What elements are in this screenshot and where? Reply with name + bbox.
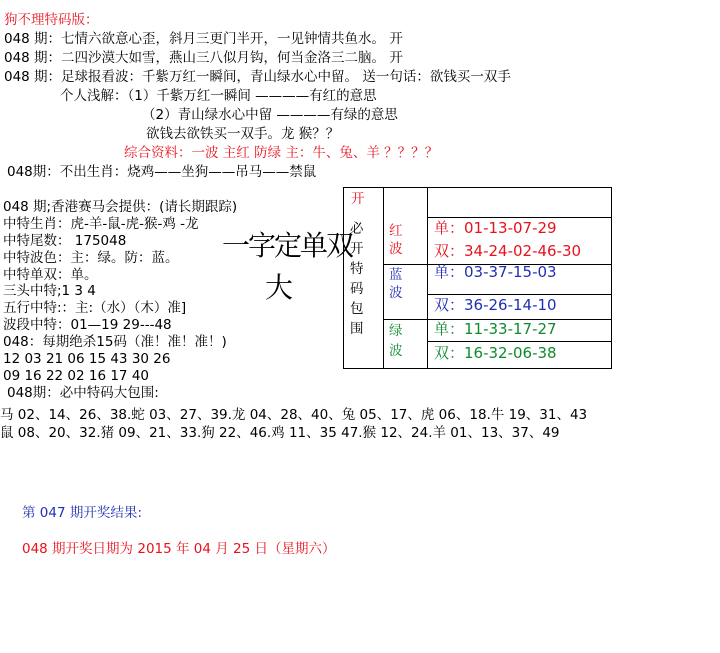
kill-numbers-2: 09 16 22 02 16 17 40	[3, 367, 149, 384]
red-single-numbers: 单：01-13-07-29	[434, 219, 557, 237]
kill-numbers-1: 12 03 21 06 15 43 30 26	[3, 351, 171, 368]
top-text-block	[4, 14, 511, 185]
interpretation-line-1: 个人浅解：（1）千紫万红一瞬间 ————有红的意思	[60, 88, 377, 104]
surround-title: 048期：必中特码大包围:	[7, 384, 159, 401]
red-double-numbers: 双：34-24-02-46-30	[434, 242, 582, 260]
green-double-numbers: 双：16-32-06-38	[434, 344, 557, 362]
poem-line-3: 048 期：足球报看波：千紫万红一瞬间，青山绿水心中留。 送一句话：欲钱买一双手	[4, 69, 511, 85]
wave-range-line: 波段中特：01—19 29---48	[3, 317, 172, 334]
odd-even-line: 中特单双：单。	[3, 266, 98, 283]
poem-line-2: 048 期：二四沙漠大如雪，燕山三八似月钩，何当金洛三二脑。 开	[4, 50, 403, 66]
big-slogan: 一字定单双	[222, 229, 353, 262]
blue-single-numbers: 单：03-37-15-03	[434, 263, 557, 281]
open-label: 开	[351, 191, 365, 207]
box-divider	[427, 217, 611, 218]
interpretation-line-2: （2）青山绿水心中留 ————有绿的意思	[142, 107, 398, 123]
page-title: 狗不理特码版：	[4, 12, 99, 28]
kill-15-line: 048：每期绝杀15码（准！准！准！)	[3, 334, 227, 351]
red-wave-label: 红波	[389, 223, 403, 257]
source-line: 048 期;香港赛马会提供：(请长期跟踪)	[3, 199, 238, 215]
green-single-numbers: 单：11-33-17-27	[434, 320, 557, 338]
five-elements-line: 五行中特:：主:（水）（木）准]	[3, 300, 187, 317]
green-wave-label: 绿波	[389, 323, 403, 359]
surround-row-2: 鼠 08、20、32.猪 09、21、33.狗 22、46.鸡 11、35 47.猴 12、24.羊 01、13、37、49	[0, 424, 560, 441]
surround-row-1: 马 02、14、26、38.蛇 03、27、39.龙 04、28、40、兔 05、17、虎 06、18.牛 19、31、43	[0, 406, 588, 423]
no-zodiac-line: 048期：不出生肖：烧鸡——坐狗——吊马——禁鼠	[7, 164, 317, 180]
wave-color-line: 中特波色：主：绿。防：蓝。	[3, 249, 179, 266]
interpretation-line-3: 欲钱去欲铁买一双手。龙 猴？？	[146, 126, 340, 142]
blue-double-numbers: 双：36-26-14-10	[434, 296, 557, 314]
blue-wave-label: 蓝波	[389, 267, 403, 301]
draw-result-title: 第 047 期开奖结果:	[22, 505, 142, 521]
draw-date-line: 048 期开奖日期为 2015 年 04 月 25 日（星期六）	[22, 541, 336, 557]
zodiac-line: 中特生肖：虎-羊-鼠-虎-猴-鸡 -龙	[3, 215, 199, 232]
box-divider	[427, 341, 611, 342]
summary-line: 综合资料：一波 主红 防绿 主：牛、兔、羊 ？？？？	[124, 145, 439, 161]
tail-number-line: 中特尾数： 175048	[3, 232, 127, 249]
box-divider	[427, 294, 611, 295]
must-open-label: 必开特码包围	[350, 221, 364, 337]
three-head-line: 三头中特;1 3 4	[3, 283, 96, 300]
big-slogan-char: 大	[265, 271, 294, 304]
poem-line-1: 048 期：七情六欲意心歪，斜月三更门半开，一见钟情共鱼水。 开	[4, 31, 403, 47]
